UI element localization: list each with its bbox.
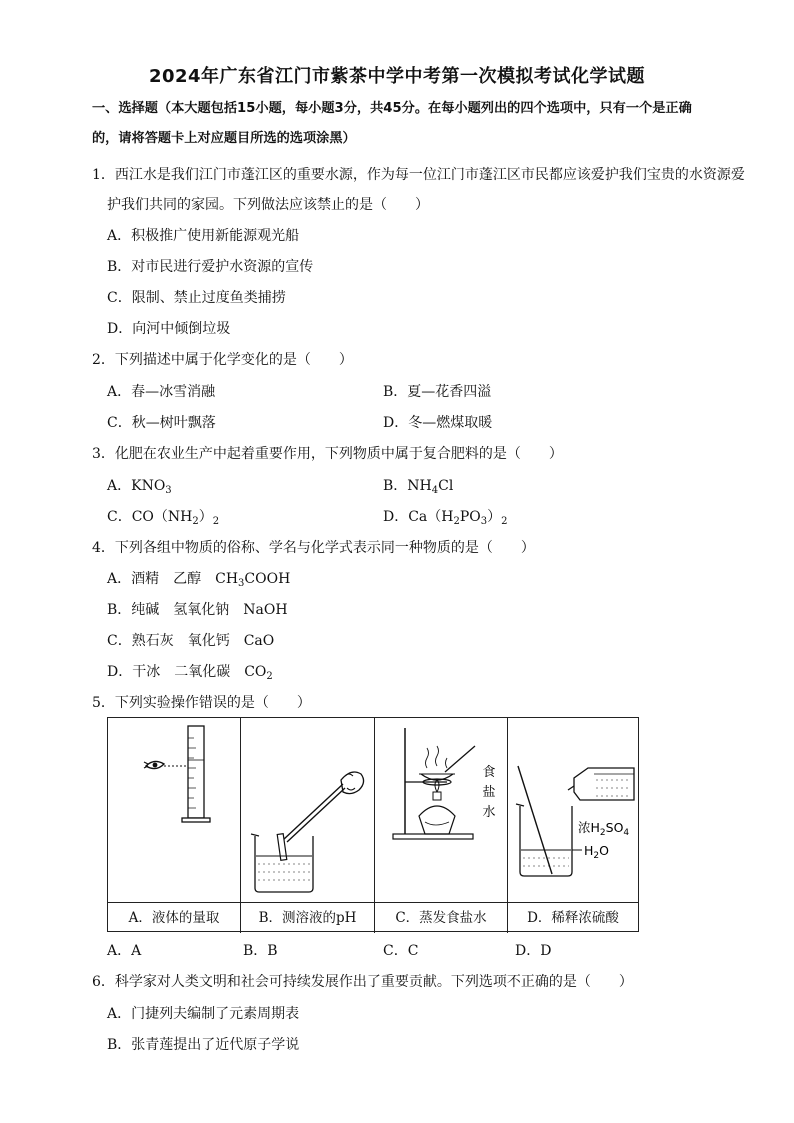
dilution-illustration [508, 718, 638, 902]
water-label: $H_2O$ [584, 843, 609, 861]
ph-test-illustration [241, 718, 375, 902]
q5-option-d[interactable]: D．D [515, 943, 552, 959]
q5-option-b[interactable]: B．B [243, 943, 278, 959]
q1-option-a[interactable]: A．积极推广使用新能源观光船 [107, 228, 300, 244]
figure-d-dilute-acid [508, 718, 638, 902]
q5-stem: 5．下列实验操作错误的是（ ） [92, 695, 311, 711]
q3-option-d[interactable]: D．$Ca(H_2PO_3)_2$ [383, 509, 508, 527]
q2-option-c[interactable]: C．秋—树叶飘落 [107, 415, 216, 431]
q4-option-c[interactable]: C．熟石灰 氧化钙 CaO [107, 633, 275, 649]
q6-stem: 6．科学家对人类文明和社会可持续发展作出了重要贡献。下列选项不正确的是（ ） [92, 974, 633, 990]
figure-c-caption: C．蒸发食盐水 [375, 903, 508, 933]
q3-option-a[interactable]: A．$KNO_3$ [107, 478, 172, 496]
q2-option-a[interactable]: A．春—冰雪消融 [107, 384, 216, 400]
q4-option-d[interactable]: D．干冰 二氧化碳 $CO_2$ [107, 664, 273, 682]
section-header-line-1: 一、选择题（本大题包括15小题，每小题3分，共45分。在每小题列出的四个选项中，只有一个是正确 [92, 101, 692, 116]
q1-option-c[interactable]: C．限制、禁止过度鱼类捕捞 [107, 290, 286, 306]
figure-b-caption: B．测溶液的pH [241, 903, 375, 933]
salt-water-label-3: 水 [482, 805, 496, 820]
evaporation-illustration [375, 718, 508, 902]
figure-b-ph-test [241, 718, 375, 902]
figure-a-liquid-measurement [108, 718, 241, 902]
figure-c-evaporation [375, 718, 508, 902]
q1-stem-line-1: 1．西江水是我们江门市蓬江区的重要水源，作为每一位江门市蓬江区市民都应该爱护我们宝贵的水资源爱 [92, 167, 745, 183]
q3-option-c[interactable]: C．$CO(NH_2)_2$ [107, 509, 220, 527]
section-header-line-2: 的，请将答题卡上对应题目所选的选项涂黑） [92, 131, 356, 146]
q1-option-b[interactable]: B．对市民进行爱护水资源的宣传 [107, 259, 314, 275]
figure-d-caption: D．稀释浓硫酸 [527, 910, 619, 926]
salt-water-label-2: 盐 [482, 785, 496, 800]
salt-water-label-1: 食 [482, 765, 496, 780]
q5-option-c[interactable]: C．C [383, 943, 419, 959]
conc-acid-label: 浓$H_2SO_4$ [578, 820, 630, 838]
q3-stem: 3．化肥在农业生产中起着重要作用，下列物质中属于复合肥料的是（ ） [92, 446, 563, 462]
q1-stem-line-2: 护我们共同的家园。下列做法应该禁止的是（ ） [107, 197, 429, 213]
graduated-cylinder-illustration [108, 718, 241, 902]
q1-option-d[interactable]: D．向河中倾倒垃圾 [107, 321, 231, 337]
q4-stem: 4．下列各组中物质的俗称、学名与化学式表示同一种物质的是（ ） [92, 540, 535, 556]
q2-option-b[interactable]: B．夏—花香四溢 [383, 384, 492, 400]
q6-option-b[interactable]: B．张青莲提出了近代原子学说 [107, 1037, 300, 1053]
q4-option-b[interactable]: B．纯碱 氢氧化钠 NaOH [107, 602, 288, 618]
q5-option-a[interactable]: A．A [107, 943, 142, 959]
q2-stem: 2．下列描述中属于化学变化的是（ ） [92, 352, 353, 368]
q4-option-a[interactable]: A．酒精 乙醇 $CH_3COOH$ [107, 571, 291, 589]
page-title: 2024年广东省江门市紫茶中学中考第一次模拟考试化学试题 [148, 66, 646, 87]
q6-option-a[interactable]: A．门捷列夫编制了元素周期表 [107, 1006, 300, 1022]
figure-a-caption: A．液体的量取 [108, 903, 241, 933]
figure-caption-row [108, 902, 638, 933]
q3-option-b[interactable]: B．$NH_4Cl$ [383, 478, 454, 496]
experiment-figure-table [107, 717, 639, 932]
q2-option-d[interactable]: D．冬—燃煤取暖 [383, 415, 493, 431]
